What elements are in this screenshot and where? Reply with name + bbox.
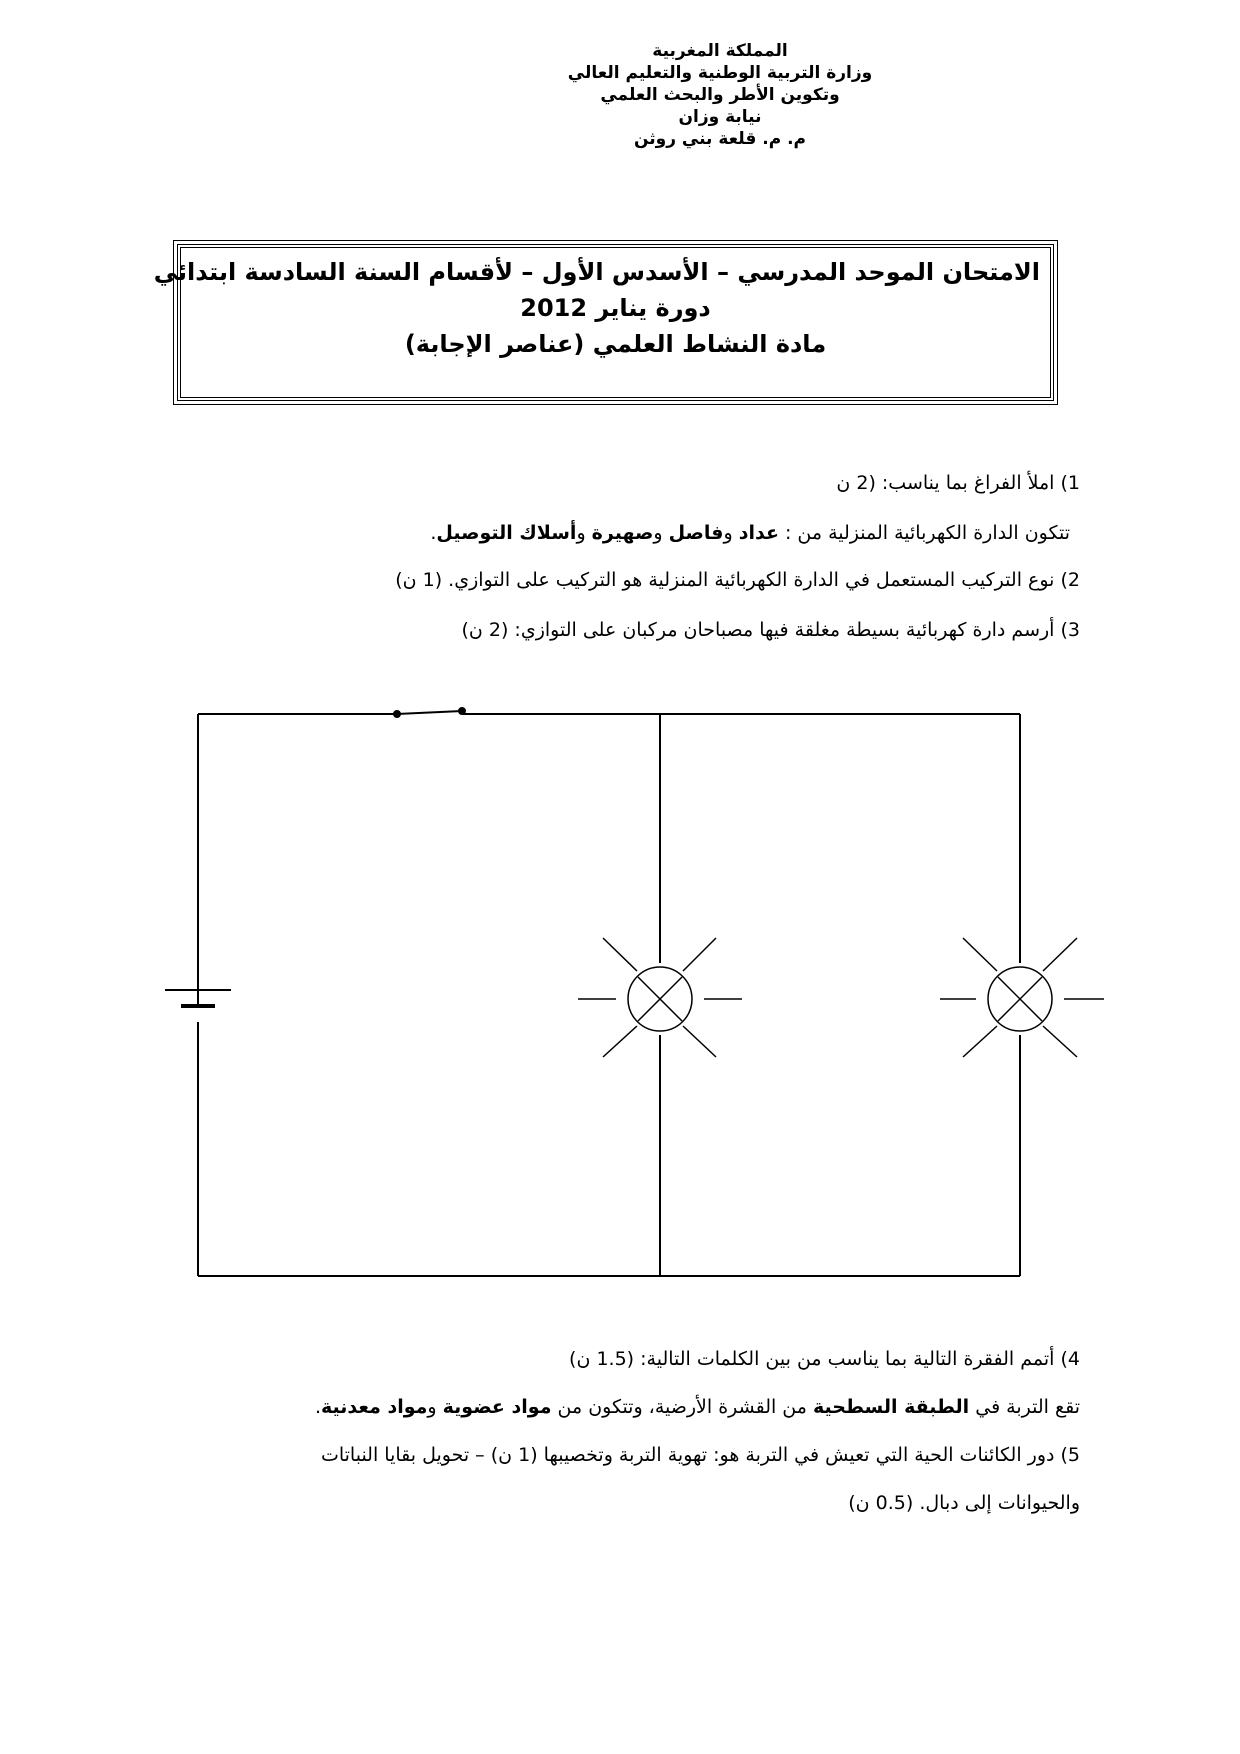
question-5-line: 5) دور الكائنات الحية التي تعيش في التربة هو: تهوية التربة وتخصيبها (1 ن) – تحويل بقايا النباتات (320, 1444, 1080, 1466)
question-1-prompt: 1) املأ الفراغ بما يناسب: (2 ن (836, 472, 1080, 494)
header-line: نيابة وزان (678, 107, 762, 127)
question-4-prompt: 4) أتمم الفقرة التالية بما يناسب من بين الكلمات التالية: (1.5 ن) (569, 1348, 1080, 1370)
answer-text: من القشرة الأرضية، وتتكون من (551, 1396, 813, 1418)
answer-text: و (576, 522, 592, 544)
answer-keyword: أسلاك التوصيل (436, 522, 577, 544)
question-3: 3) أرسم دارة كهربائية بسيطة مغلقة فيها مصباحان مركبان على التوازي: (2 ن) (461, 619, 1080, 641)
header-line: وزارة التربية الوطنية والتعليم العالي (567, 63, 873, 83)
question-5-line: والحيوانات إلى دبال. (0.5 ن) (848, 1492, 1080, 1514)
answer-text: تقع التربة في (969, 1396, 1080, 1418)
header-line: وتكوين الأطر والبحث العلمي (600, 85, 840, 105)
question-4-answer (315, 1393, 1080, 1421)
answer-text: تتكون الدارة الكهربائية المنزلية من : (778, 522, 1070, 544)
answer-text: . (430, 522, 437, 544)
answer-keyword: الطبقة السطحية (813, 1396, 970, 1418)
answer-keyword: صهيرة (591, 522, 654, 544)
answer-keyword: مواد معدنية (320, 1396, 428, 1418)
lamp-icon (940, 938, 1104, 1057)
exam-session: دورة يناير 2012 (520, 294, 711, 322)
answer-keyword: عداد (738, 522, 779, 544)
answer-keyword: مواد عضوية (442, 1396, 552, 1418)
exam-subject: مادة النشاط العلمي (عناصر الإجابة) (404, 330, 827, 358)
answer-text: و (653, 522, 669, 544)
answer-text: . (314, 1396, 321, 1418)
answer-text: و (723, 522, 739, 544)
answer-keyword: فاصل (668, 522, 724, 544)
exam-title: الامتحان الموحد المدرسي – الأسدس الأول – لأقسام السنة السادسة ابتدائي (153, 258, 1040, 286)
header-line: م. م. قلعة بني روثن (633, 129, 807, 149)
switch-icon (394, 708, 465, 717)
question-2: 2) نوع التركيب المستعمل في الدارة الكهربائية المنزلية هو التركيب على التوازي. (1 ن) (395, 569, 1080, 591)
answer-text: و (427, 1396, 443, 1418)
header-line: المملكة المغربية (652, 41, 788, 61)
